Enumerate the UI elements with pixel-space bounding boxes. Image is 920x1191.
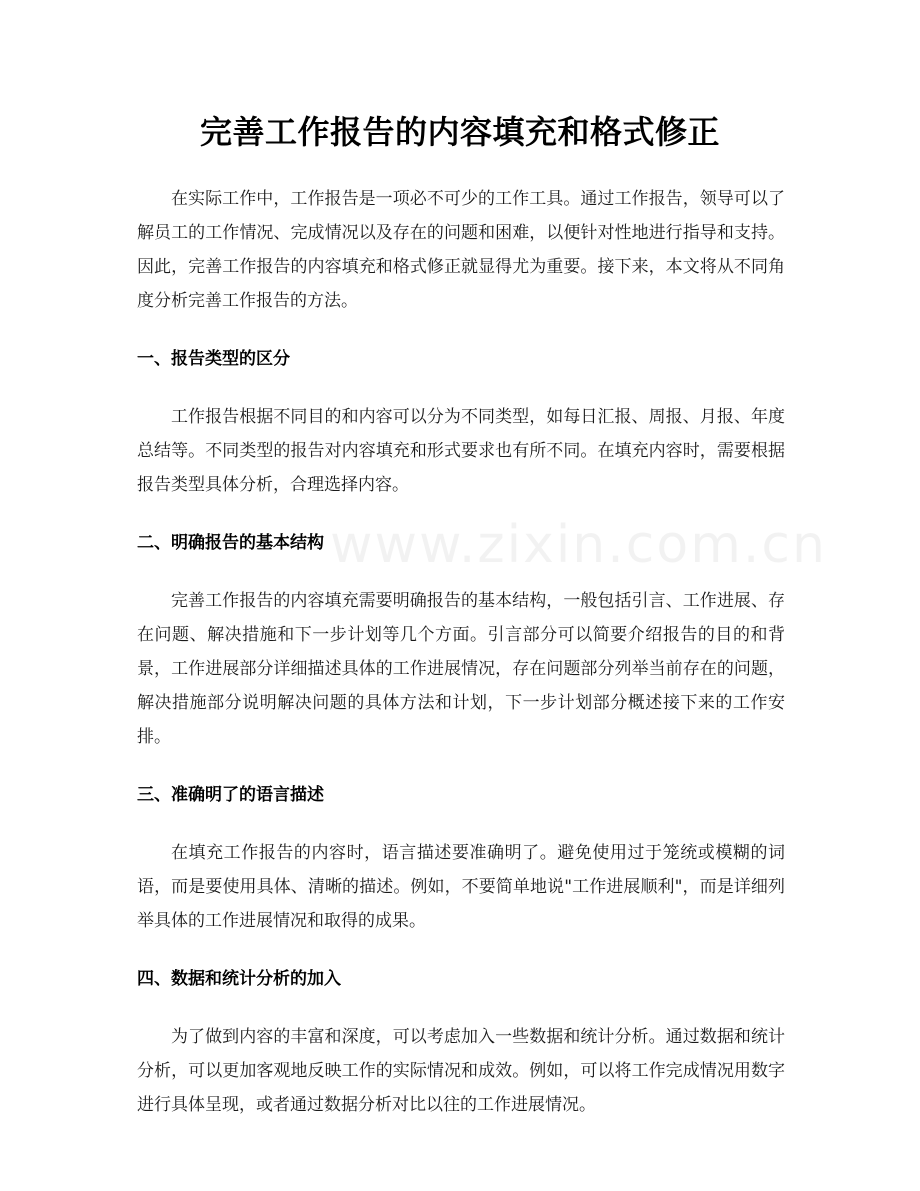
section-heading-3: 三、准确明了的语言描述 — [137, 785, 324, 805]
section-paragraph-4: 为了做到内容的丰富和深度，可以考虑加入一些数据和统计分析。通过数据和统计分析，可以更加客观地反映工作的实际情况和成效。例如，可以将工作完成情况用数字进行具体呈现，或者通过数据分析对比以往的工作进展情况。 — [137, 1027, 785, 1115]
document-body — [137, 182, 785, 1146]
section-paragraph-1: 工作报告根据不同目的和内容可以分为不同类型，如每日汇报、周报、月报、年度总结等。不同类型的报告对内容填充和形式要求也有所不同。在填充内容时，需要根据报告类型具体分析，合理选择内容。 — [137, 407, 785, 495]
section-heading-1: 一、报告类型的区分 — [137, 349, 290, 369]
watermark: www.zixin.com.cn — [330, 515, 827, 575]
section-paragraph-2: 完善工作报告的内容填充需要明确报告的基本结构，一般包括引言、工作进展、存在问题、解决措施和下一步计划等几个方面。引言部分可以简要介绍报告的目的和背景，工作进展部分详细描述具体的工作进展情况，存在问题部分列举当前存在的问题，解决措施部分说明解决问题的具体方法和计划，下一步计划部分概述接下来的工作安排。 — [137, 591, 785, 747]
document-title: 完善工作报告的内容填充和格式修正 — [199, 113, 720, 151]
section-heading-4: 四、数据和统计分析的加入 — [137, 969, 341, 989]
section-paragraph-3: 在填充工作报告的内容时，语言描述要准确明了。避免使用过于笼统或模糊的词语，而是要使用具体、清晰的描述。例如，不要简单地说"工作进展顺利"，而是详细列举具体的工作进展情况和取得的成果。 — [137, 843, 785, 931]
intro-paragraph: 在实际工作中，工作报告是一项必不可少的工作工具。通过工作报告，领导可以了解员工的工作情况、完成情况以及存在的问题和困难，以便针对性地进行指导和支持。因此，完善工作报告的内容填充和格式修正就显得尤为重要。接下来，本文将从不同角度分析完善工作报告的方法。 — [137, 189, 785, 311]
section-heading-2: 二、明确报告的基本结构 — [137, 533, 324, 553]
